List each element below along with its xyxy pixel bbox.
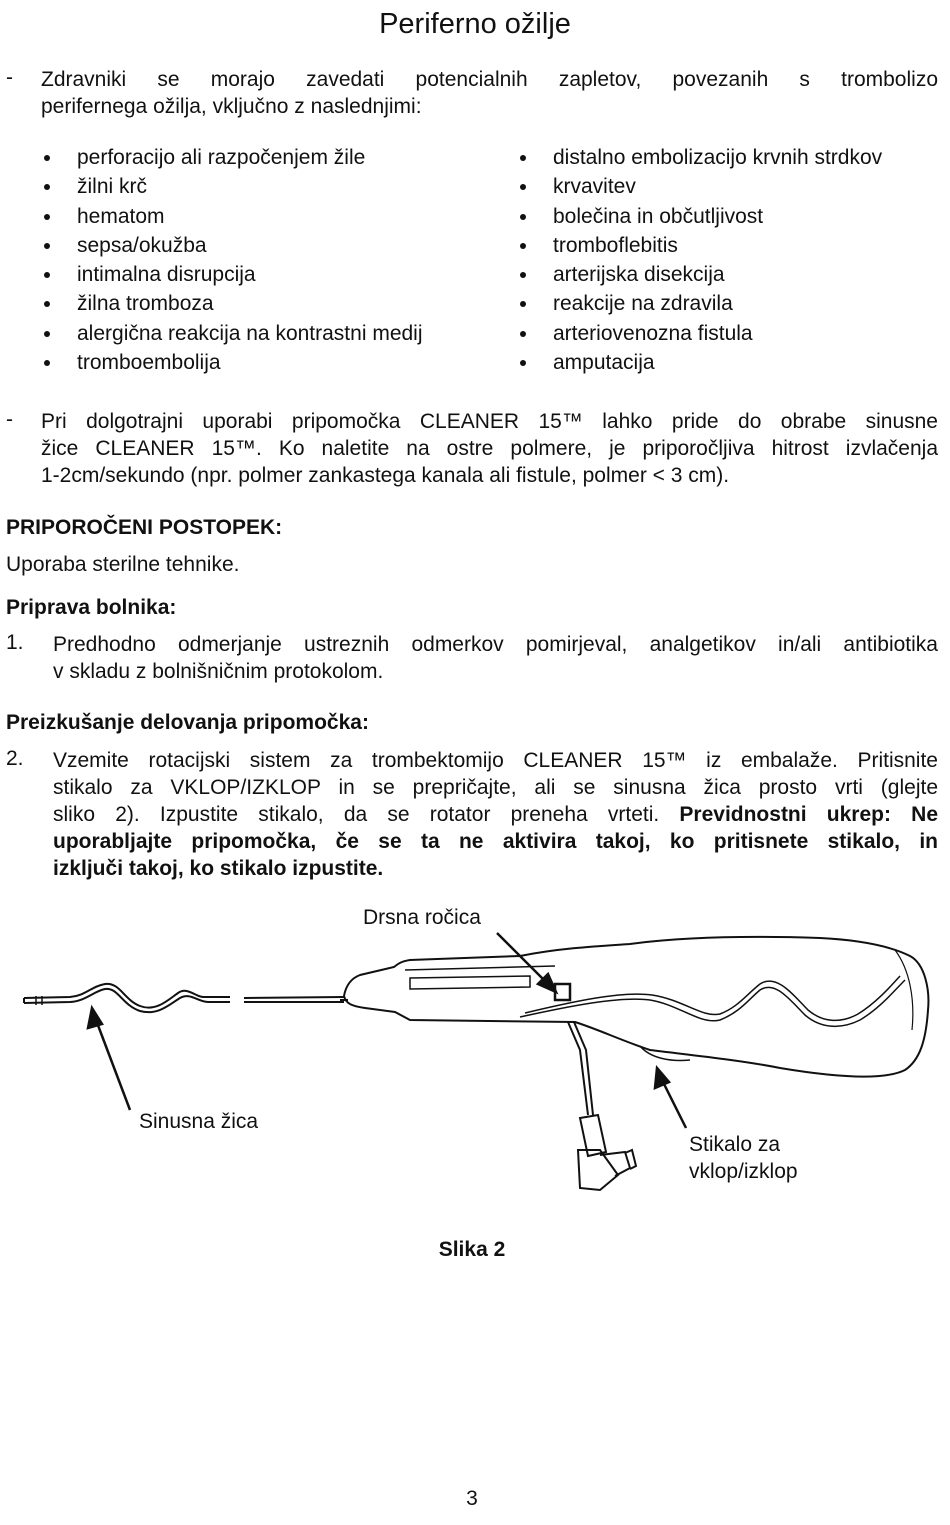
step-2-line-1: Vzemite rotacijski sistem za trombektomijo CLEANER 15™ iz embalaže. Pritisnite bbox=[53, 749, 938, 772]
complications-list-left bbox=[41, 143, 423, 377]
figure-caption: Slika 2 bbox=[438, 1238, 506, 1261]
list-item: arterijska disekcija bbox=[517, 260, 882, 289]
intro-paragraph bbox=[41, 66, 938, 120]
label-sinus-wire: Sinusna žica bbox=[139, 1110, 259, 1133]
label-slide-grip: Drsna ročica bbox=[363, 906, 481, 929]
page-number: 3 bbox=[466, 1487, 478, 1510]
label-switch bbox=[689, 1131, 798, 1185]
note-line-3: 1-2cm/sekundo (npr. polmer zankastega kanala ali fistule, polmer < 3 cm). bbox=[41, 464, 730, 487]
intro-dash: - bbox=[6, 66, 13, 89]
caution-label: Previdnostni ukrep: Ne bbox=[679, 803, 938, 826]
note-paragraph bbox=[41, 408, 938, 489]
step-2-line-4 bbox=[53, 828, 938, 855]
list-item: intimalna disrupcija bbox=[41, 260, 423, 289]
list-item: krvavitev bbox=[517, 172, 882, 201]
label-switch-line-1: Stikalo za bbox=[689, 1133, 781, 1156]
patient-prep-heading: Priprava bolnika: bbox=[6, 596, 177, 619]
list-item: perforacijo ali razpočenjem žile bbox=[41, 143, 423, 172]
note-dash: - bbox=[6, 408, 13, 431]
label-switch-line-2: vklop/izklop bbox=[689, 1160, 798, 1183]
list-item: arteriovenozna fistula bbox=[517, 319, 882, 348]
sterile-technique-text: Uporaba sterilne tehnike. bbox=[6, 553, 240, 576]
list-item: tromboembolija bbox=[41, 348, 423, 377]
note-line-1: Pri dolgotrajni uporabi pripomočka CLEANER 15™ lahko pride do obrabe sinusne bbox=[41, 410, 938, 433]
page-title: Periferno ožilje bbox=[379, 8, 571, 40]
step-2-line-2: stikalo za VKLOP/IZKLOP in se prepričajte, ali se sinusna žica prosto vrti (glejte bbox=[53, 776, 938, 799]
list-item: sepsa/okužba bbox=[41, 231, 423, 260]
handle-drawing bbox=[340, 937, 928, 1190]
list-item: bolečina in občutljivost bbox=[517, 202, 882, 231]
step-1-line-2: v skladu z bolnišničnim protokolom. bbox=[53, 660, 384, 683]
step-2-number: 2. bbox=[6, 747, 24, 770]
step-1-line-1: Predhodno odmerjanje ustreznih odmerkov pomirjeval, analgetikov in/ali antibiotika bbox=[53, 633, 938, 656]
list-item: žilna tromboza bbox=[41, 289, 423, 318]
list-item: amputacija bbox=[517, 348, 882, 377]
sinus-wire-drawing bbox=[24, 984, 344, 1012]
list-item: distalno embolizacijo krvnih strdkov bbox=[517, 143, 882, 172]
step-1-text bbox=[53, 631, 938, 685]
step-2-line-5 bbox=[53, 855, 938, 882]
list-item: reakcije na zdravila bbox=[517, 289, 882, 318]
intro-line-1: Zdravniki se morajo zavedati potencialnih zapletov, povezanih s trombolizo bbox=[41, 68, 938, 91]
list-item: tromboflebitis bbox=[517, 231, 882, 260]
annotation-arrows bbox=[88, 933, 686, 1128]
device-test-heading: Preizkušanje delovanja pripomočka: bbox=[6, 711, 369, 734]
list-item: alergična reakcija na kontrastni medij bbox=[41, 319, 423, 348]
caution-text-line-2: izključi takoj, ko stikalo izpustite. bbox=[53, 857, 384, 880]
step-1-number: 1. bbox=[6, 631, 24, 654]
caution-text-line-1: uporabljajte pripomočka, če se ta ne aktivira takoj, ko pritisnete stikalo, in bbox=[53, 830, 938, 853]
list-item: žilni krč bbox=[41, 172, 423, 201]
complications-list-right bbox=[517, 143, 882, 377]
step-2-text bbox=[53, 747, 938, 882]
step-2-line-3-plain: sliko 2). Izpustite stikalo, da se rotator preneha vrteti. bbox=[53, 803, 680, 826]
note-line-2: žice CLEANER 15™. Ko naletite na ostre polmere, je priporočljiva hitrost izvlačenja bbox=[41, 437, 938, 460]
procedure-heading: PRIPOROČENI POSTOPEK: bbox=[6, 516, 283, 539]
intro-line-2: perifernega ožilja, vključno z naslednjimi: bbox=[41, 95, 422, 118]
step-2-line-3 bbox=[53, 801, 938, 828]
list-item: hematom bbox=[41, 202, 423, 231]
